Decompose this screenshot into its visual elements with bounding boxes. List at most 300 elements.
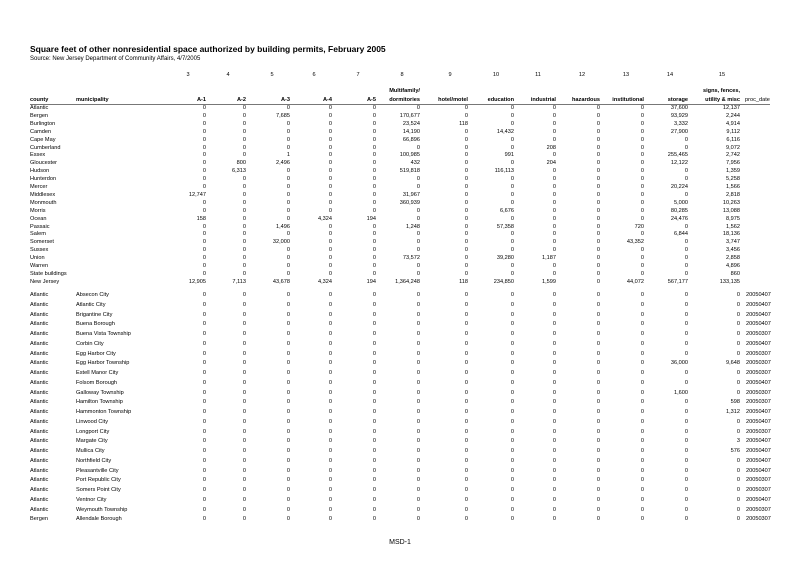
table-cell: 0 xyxy=(596,438,600,445)
table-cell: 0 xyxy=(510,331,514,337)
row-municipality: Folsom Borough xyxy=(76,379,118,386)
table-cell: 0 xyxy=(464,360,468,367)
column-number: 10 xyxy=(492,72,500,78)
header-hotel: hotel/motel xyxy=(438,97,468,103)
table-cell: 0 xyxy=(416,292,420,298)
table-cell: 0 xyxy=(202,160,206,167)
table-cell: 0 xyxy=(286,176,290,183)
column-number: 12 xyxy=(578,72,586,78)
table-cell: 0 xyxy=(328,301,332,308)
table-cell: 0 xyxy=(242,360,246,367)
county-name: Sussex xyxy=(30,247,49,254)
table-cell: 0 xyxy=(640,399,644,406)
table-cell: 991 xyxy=(504,152,514,159)
table-cell: 0 xyxy=(202,360,206,367)
table-cell: 0 xyxy=(328,379,332,386)
table-cell: 0 xyxy=(328,152,332,159)
table-cell: 0 xyxy=(464,399,468,406)
table-cell: 0 xyxy=(242,487,246,493)
table-cell: 0 xyxy=(372,340,376,347)
table-cell: 255,465 xyxy=(667,152,688,159)
table-cell: 44,072 xyxy=(626,278,644,285)
table-cell: 0 xyxy=(328,160,332,167)
county-row xyxy=(0,160,800,167)
report-source: Source: New Jersey Department of Community Affairs, 4/7/2005 xyxy=(30,56,201,62)
table-cell: 13,088 xyxy=(722,207,740,214)
table-cell: 0 xyxy=(416,340,420,347)
table-cell: 0 xyxy=(202,270,206,277)
table-cell: 0 xyxy=(286,331,290,337)
table-cell: 0 xyxy=(372,176,376,183)
table-cell: 0 xyxy=(640,477,644,484)
table-cell: 0 xyxy=(464,191,468,198)
table-cell: 576 xyxy=(730,448,740,454)
table-cell: 0 xyxy=(684,418,688,425)
table-cell: 0 xyxy=(242,448,246,454)
county-name: Morris xyxy=(30,207,46,214)
row-municipality: Longport City xyxy=(76,428,110,435)
row-municipality: Buena Vista Township xyxy=(76,331,131,337)
table-cell: 0 xyxy=(684,448,688,454)
table-cell: 0 xyxy=(596,448,600,454)
row-municipality: Hammonton Township xyxy=(76,409,132,415)
table-cell: 0 xyxy=(640,321,644,328)
table-cell: 0 xyxy=(416,247,420,254)
table-cell: 0 xyxy=(416,105,420,111)
table-cell: 0 xyxy=(596,112,600,119)
table-cell: 0 xyxy=(510,263,514,269)
table-cell: 0 xyxy=(596,331,600,337)
table-cell: 0 xyxy=(596,370,600,376)
table-cell: 0 xyxy=(464,301,468,308)
table-row xyxy=(0,438,800,445)
header-education: education xyxy=(487,97,514,103)
table-cell: 0 xyxy=(640,467,644,474)
table-cell: 0 xyxy=(202,223,206,230)
table-cell: 0 xyxy=(552,231,556,238)
table-cell: 0 xyxy=(242,477,246,484)
table-cell: 0 xyxy=(596,144,600,151)
table-cell: 0 xyxy=(286,506,290,513)
table-cell: 0 xyxy=(464,350,468,357)
table-cell: 0 xyxy=(596,389,600,396)
table-cell: 0 xyxy=(286,350,290,357)
table-cell: 0 xyxy=(684,340,688,347)
table-cell: 9,112 xyxy=(726,128,740,135)
table-cell: 0 xyxy=(372,112,376,119)
table-cell: 0 xyxy=(640,311,644,318)
row-county: Atlantic xyxy=(30,292,49,298)
row-proc-date: 20050307 xyxy=(746,428,771,435)
table-cell: 0 xyxy=(286,496,290,503)
table-cell: 0 xyxy=(596,247,600,254)
table-row xyxy=(0,380,800,387)
table-cell: 0 xyxy=(736,321,740,328)
table-cell: 0 xyxy=(416,496,420,503)
table-cell: 0 xyxy=(596,160,600,167)
table-cell: 0 xyxy=(286,370,290,376)
table-cell: 0 xyxy=(510,160,514,167)
table-cell: 80,285 xyxy=(670,207,688,214)
table-cell: 0 xyxy=(736,487,740,493)
table-cell: 0 xyxy=(684,331,688,337)
row-municipality: Port Republic City xyxy=(76,477,121,484)
header-a1: A-1 xyxy=(196,97,206,103)
table-row xyxy=(0,292,800,299)
table-cell: 0 xyxy=(552,399,556,406)
table-cell: 0 xyxy=(286,184,290,190)
table-cell: 0 xyxy=(202,292,206,298)
table-cell: 0 xyxy=(552,112,556,119)
table-cell: 0 xyxy=(596,223,600,230)
row-proc-date: 20050407 xyxy=(746,457,771,464)
table-cell: 0 xyxy=(202,152,206,159)
table-cell: 0 xyxy=(736,418,740,425)
column-number: 15 xyxy=(718,72,726,78)
table-cell: 1,187 xyxy=(542,255,556,262)
table-cell: 0 xyxy=(736,331,740,337)
table-cell: 0 xyxy=(596,105,600,111)
table-cell: 0 xyxy=(464,207,468,214)
table-row xyxy=(0,487,800,494)
row-proc-date: 20050407 xyxy=(746,448,771,454)
table-cell: 12,905 xyxy=(188,278,206,285)
table-cell: 1,599 xyxy=(542,278,556,285)
table-cell: 0 xyxy=(684,191,688,198)
table-cell: 0 xyxy=(328,191,332,198)
table-cell: 0 xyxy=(372,516,376,523)
row-county: Atlantic xyxy=(30,428,49,435)
table-cell: 0 xyxy=(510,270,514,277)
table-cell: 0 xyxy=(510,311,514,318)
column-number: 3 xyxy=(186,72,190,78)
table-cell: 100,985 xyxy=(399,152,420,159)
table-cell: 0 xyxy=(286,487,290,493)
table-cell: 0 xyxy=(242,239,246,246)
table-cell: 0 xyxy=(552,331,556,337)
table-cell: 0 xyxy=(640,340,644,347)
column-number: 14 xyxy=(666,72,674,78)
county-name: Monmouth xyxy=(30,199,57,206)
table-cell: 0 xyxy=(242,136,246,143)
table-cell: 0 xyxy=(736,467,740,474)
table-cell: 0 xyxy=(416,428,420,435)
table-cell: 0 xyxy=(242,120,246,127)
table-cell: 0 xyxy=(596,409,600,415)
table-cell: 0 xyxy=(736,379,740,386)
table-cell: 0 xyxy=(286,457,290,464)
table-cell: 0 xyxy=(416,467,420,474)
table-cell: 0 xyxy=(552,191,556,198)
table-cell: 0 xyxy=(464,231,468,238)
county-row xyxy=(0,224,800,231)
table-cell: 0 xyxy=(202,487,206,493)
table-cell: 0 xyxy=(464,128,468,135)
table-cell: 0 xyxy=(596,311,600,318)
table-cell: 0 xyxy=(640,152,644,159)
table-cell: 0 xyxy=(596,215,600,222)
table-cell: 0 xyxy=(552,477,556,484)
table-cell: 0 xyxy=(736,292,740,298)
table-cell: 0 xyxy=(328,239,332,246)
table-row xyxy=(0,468,800,475)
table-cell: 0 xyxy=(464,152,468,159)
table-cell: 0 xyxy=(552,389,556,396)
table-cell: 860 xyxy=(730,270,740,277)
table-cell: 0 xyxy=(372,467,376,474)
county-name: Essex xyxy=(30,152,46,159)
row-municipality: Egg Harbor City xyxy=(76,350,116,357)
row-county: Atlantic xyxy=(30,457,49,464)
table-cell: 0 xyxy=(640,160,644,167)
table-cell: 0 xyxy=(416,487,420,493)
county-name: Passaic xyxy=(30,223,50,230)
table-cell: 2,858 xyxy=(726,255,740,262)
table-cell: 0 xyxy=(372,428,376,435)
table-cell: 0 xyxy=(510,360,514,367)
table-cell: 0 xyxy=(242,223,246,230)
table-cell: 0 xyxy=(640,457,644,464)
row-municipality: Linwood City xyxy=(76,418,109,425)
table-cell: 0 xyxy=(464,136,468,143)
county-row xyxy=(0,121,800,128)
table-cell: 2,818 xyxy=(726,191,740,198)
table-cell: 0 xyxy=(416,438,420,445)
table-cell: 0 xyxy=(464,239,468,246)
table-cell: 1,359 xyxy=(726,168,740,175)
table-cell: 0 xyxy=(372,487,376,493)
county-name: Middlesex xyxy=(30,191,56,198)
table-cell: 0 xyxy=(242,191,246,198)
table-cell: 0 xyxy=(242,389,246,396)
row-municipality: Ventnor City xyxy=(76,496,107,503)
table-cell: 0 xyxy=(372,128,376,135)
table-cell: 0 xyxy=(372,448,376,454)
table-cell: 0 xyxy=(242,247,246,254)
table-cell: 0 xyxy=(552,184,556,190)
county-name: Warren xyxy=(30,263,49,269)
table-cell: 0 xyxy=(202,350,206,357)
table-cell: 0 xyxy=(640,448,644,454)
row-municipality: Margate City xyxy=(76,438,108,445)
table-cell: 0 xyxy=(510,516,514,523)
table-cell: 0 xyxy=(640,270,644,277)
table-cell: 0 xyxy=(328,136,332,143)
table-cell: 5,000 xyxy=(674,199,688,206)
table-cell: 0 xyxy=(510,487,514,493)
table-cell: 7,685 xyxy=(276,112,290,119)
table-cell: 0 xyxy=(202,438,206,445)
table-cell: 0 xyxy=(372,239,376,246)
table-cell: 116,113 xyxy=(494,168,514,175)
table-cell: 0 xyxy=(464,340,468,347)
table-cell: 0 xyxy=(510,340,514,347)
table-cell: 0 xyxy=(286,128,290,135)
table-cell: 0 xyxy=(552,370,556,376)
row-county: Atlantic xyxy=(30,321,49,328)
row-municipality: Atlantic City xyxy=(76,301,106,308)
table-cell: 567,177 xyxy=(667,278,688,285)
table-cell: 0 xyxy=(328,112,332,119)
table-cell: 0 xyxy=(372,321,376,328)
row-proc-date: 20050407 xyxy=(746,438,771,445)
row-county: Atlantic xyxy=(30,389,49,396)
table-row xyxy=(0,429,800,436)
table-cell: 0 xyxy=(736,428,740,435)
table-cell: 0 xyxy=(242,457,246,464)
table-cell: 0 xyxy=(510,199,514,206)
row-municipality: Pleasantville City xyxy=(76,467,119,474)
table-cell: 0 xyxy=(202,301,206,308)
table-row xyxy=(0,516,800,523)
table-cell: 0 xyxy=(596,207,600,214)
table-cell: 0 xyxy=(464,321,468,328)
table-cell: 0 xyxy=(242,105,246,111)
table-cell: 0 xyxy=(242,428,246,435)
table-cell: 0 xyxy=(372,231,376,238)
table-cell: 0 xyxy=(328,350,332,357)
row-county: Atlantic xyxy=(30,350,49,357)
table-cell: 0 xyxy=(242,263,246,269)
row-proc-date: 20050307 xyxy=(746,389,771,396)
table-cell: 0 xyxy=(464,184,468,190)
table-cell: 0 xyxy=(640,360,644,367)
table-cell: 0 xyxy=(464,428,468,435)
table-cell: 4,896 xyxy=(726,263,740,269)
table-cell: 0 xyxy=(464,223,468,230)
table-cell: 0 xyxy=(640,496,644,503)
table-cell: 0 xyxy=(684,409,688,415)
row-proc-date: 20050307 xyxy=(746,350,771,357)
table-cell: 0 xyxy=(684,477,688,484)
table-cell: 0 xyxy=(640,112,644,119)
row-county: Atlantic xyxy=(30,331,49,337)
county-row xyxy=(0,255,800,262)
table-cell: 0 xyxy=(202,199,206,206)
table-cell: 0 xyxy=(416,215,420,222)
table-cell: 9,648 xyxy=(726,360,740,367)
table-cell: 0 xyxy=(510,448,514,454)
table-cell: 0 xyxy=(416,477,420,484)
table-cell: 0 xyxy=(242,340,246,347)
table-cell: 0 xyxy=(464,370,468,376)
table-cell: 0 xyxy=(736,477,740,484)
table-cell: 0 xyxy=(596,292,600,298)
table-cell: 43,352 xyxy=(626,239,644,246)
table-cell: 1,496 xyxy=(276,223,290,230)
table-cell: 0 xyxy=(202,128,206,135)
header-proc-date: proc_date xyxy=(745,97,770,103)
page-footer: MSD-1 xyxy=(389,539,411,546)
table-cell: 0 xyxy=(286,379,290,386)
row-county: Atlantic xyxy=(30,477,49,484)
table-cell: 32,000 xyxy=(272,239,290,246)
table-cell: 12,747 xyxy=(188,191,206,198)
table-cell: 0 xyxy=(596,516,600,523)
table-cell: 0 xyxy=(552,428,556,435)
table-cell: 0 xyxy=(372,207,376,214)
table-cell: 208 xyxy=(546,144,556,151)
table-cell: 0 xyxy=(736,516,740,523)
table-cell: 0 xyxy=(552,263,556,269)
table-cell: 0 xyxy=(552,199,556,206)
table-cell: 0 xyxy=(552,176,556,183)
table-cell: 23,524 xyxy=(402,120,420,127)
table-cell: 3,456 xyxy=(726,247,740,254)
row-county: Atlantic xyxy=(30,448,49,454)
row-municipality: Brigantine City xyxy=(76,311,113,318)
table-cell: 0 xyxy=(640,199,644,206)
table-cell: 0 xyxy=(510,292,514,298)
table-cell: 0 xyxy=(640,428,644,435)
county-row xyxy=(0,192,800,199)
row-proc-date: 20050407 xyxy=(746,467,771,474)
table-cell: 0 xyxy=(596,418,600,425)
table-cell: 0 xyxy=(372,301,376,308)
county-row xyxy=(0,152,800,159)
table-cell: 93,929 xyxy=(670,112,688,119)
row-county: Bergen xyxy=(30,516,49,523)
table-cell: 0 xyxy=(286,418,290,425)
table-cell: 0 xyxy=(684,506,688,513)
table-cell: 0 xyxy=(596,136,600,143)
table-cell: 0 xyxy=(596,152,600,159)
row-proc-date: 20050307 xyxy=(746,331,771,337)
table-cell: 14,432 xyxy=(496,128,514,135)
county-name: Hudson xyxy=(30,168,50,175)
county-name: Union xyxy=(30,255,45,262)
table-cell: 0 xyxy=(328,477,332,484)
county-name: Cape May xyxy=(30,136,56,143)
table-cell: 0 xyxy=(286,136,290,143)
table-cell: 27,900 xyxy=(670,128,688,135)
table-cell: 0 xyxy=(684,263,688,269)
table-cell: 0 xyxy=(328,409,332,415)
row-municipality: Northfield City xyxy=(76,457,112,464)
table-cell: 0 xyxy=(416,370,420,376)
table-cell: 0 xyxy=(372,379,376,386)
header-multifamily-line1: Multifamily/ xyxy=(389,88,420,94)
row-proc-date: 20050407 xyxy=(746,321,771,328)
table-cell: 0 xyxy=(464,487,468,493)
row-county: Atlantic xyxy=(30,311,49,318)
table-cell: 0 xyxy=(286,311,290,318)
table-cell: 0 xyxy=(464,168,468,175)
table-cell: 0 xyxy=(202,370,206,376)
table-cell: 0 xyxy=(328,321,332,328)
table-cell: 0 xyxy=(684,270,688,277)
table-cell: 0 xyxy=(510,176,514,183)
table-cell: 0 xyxy=(286,389,290,396)
table-cell: 0 xyxy=(464,448,468,454)
table-cell: 0 xyxy=(552,207,556,214)
table-cell: 0 xyxy=(596,496,600,503)
table-cell: 0 xyxy=(242,399,246,406)
table-cell: 0 xyxy=(684,496,688,503)
table-cell: 0 xyxy=(596,360,600,367)
table-cell: 0 xyxy=(202,105,206,111)
table-cell: 0 xyxy=(372,247,376,254)
table-cell: 0 xyxy=(684,438,688,445)
table-cell: 0 xyxy=(736,311,740,318)
county-row xyxy=(0,239,800,246)
table-cell: 0 xyxy=(328,247,332,254)
row-proc-date: 20050307 xyxy=(746,487,771,493)
county-name: New Jersey xyxy=(30,278,60,285)
table-cell: 0 xyxy=(202,247,206,254)
table-cell: 0 xyxy=(640,389,644,396)
table-cell: 0 xyxy=(416,360,420,367)
